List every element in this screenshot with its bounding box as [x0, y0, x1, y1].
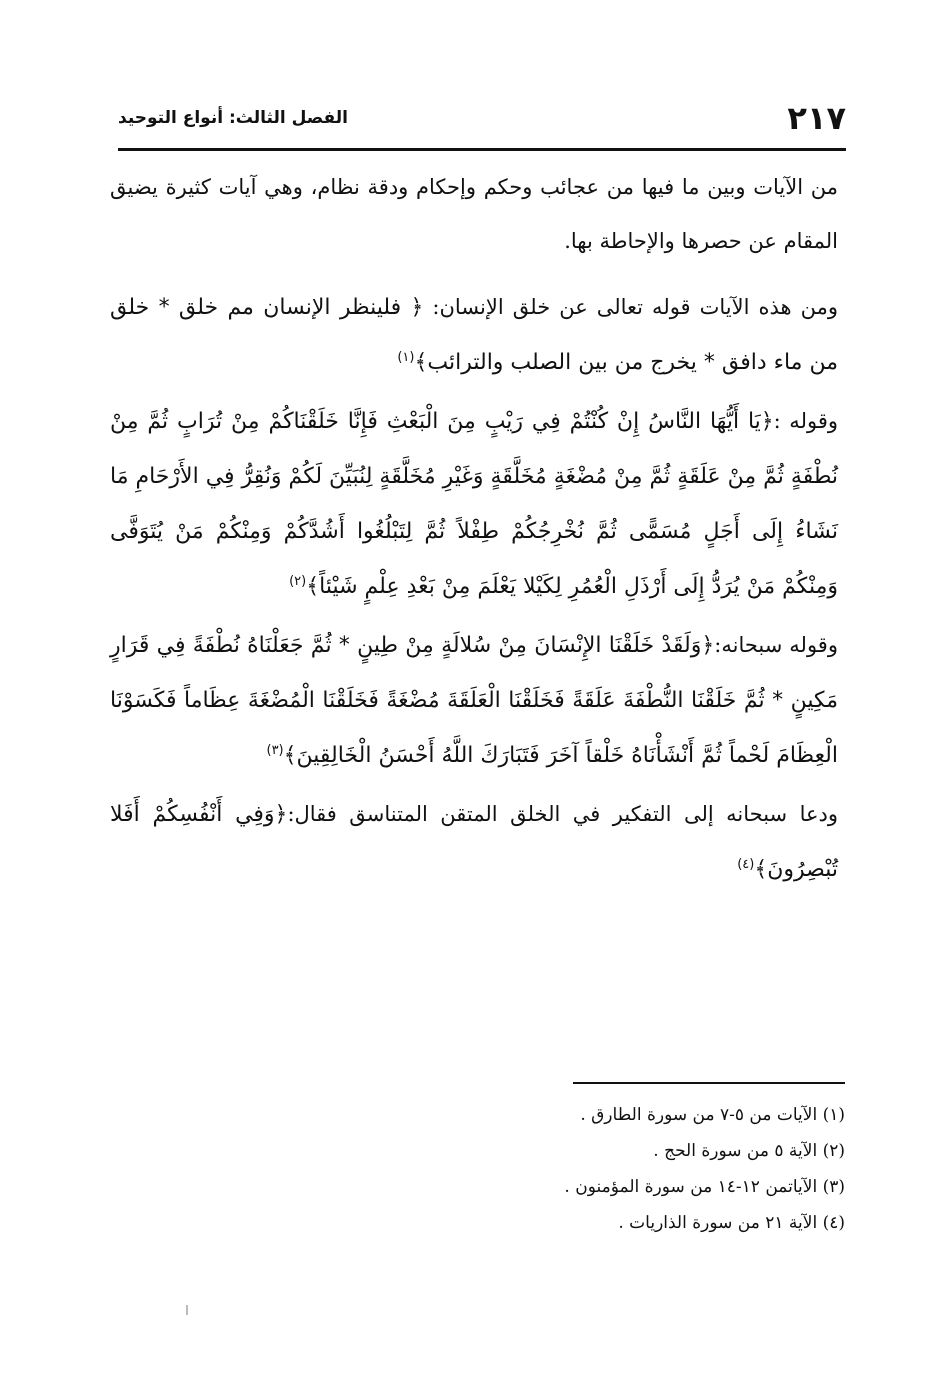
- paragraph-5-intro: ودعا سبحانه إلى التفكير في الخلق المتقن المتناسق فقال:: [287, 802, 838, 826]
- footnote-ref-2: (٢): [289, 574, 307, 589]
- paragraph-4-intro: وقوله سبحانه:: [714, 633, 838, 657]
- paragraph-2-intro: ومن هذه الآيات قوله تعالى عن خلق الإنسان:: [423, 295, 838, 319]
- footnote-1: (١) الآيات من ٥-٧ من سورة الطارق .: [580, 1105, 845, 1125]
- body-text: [110, 160, 838, 897]
- paragraph-2: [110, 280, 838, 390]
- header-rule: [118, 148, 846, 151]
- paragraph-1-text: من الآيات وبين ما فيها من عجائب وحكم وإحكام ودقة نظام، وهي آيات كثيرة يضيق المقام عن حصرها والإحاطة بها.: [110, 175, 838, 253]
- scan-mark: [186, 1305, 188, 1315]
- footnotes-list: [300, 1105, 845, 1249]
- paragraph-4: [110, 618, 838, 783]
- page-header: [118, 96, 846, 140]
- paragraph-3: [110, 394, 838, 614]
- paragraph-5: [110, 787, 838, 897]
- footnote-ref-1: (١): [397, 350, 415, 365]
- footnote-ref-4: (٤): [737, 857, 755, 872]
- footnote-4: (٤) الآية ٢١ من سورة الذاريات .: [618, 1213, 845, 1233]
- footnote-separator: [573, 1082, 845, 1084]
- footnote-2: (٢) الآية ٥ من سورة الحج .: [653, 1141, 845, 1161]
- quran-verse-4: ﴿وَفِي أَنْفُسِكُمْ أَفَلا تُبْصِرُونَ﴾: [110, 802, 838, 882]
- quran-verse-3: ﴿وَلَقَدْ خَلَقْنَا الإِنْسَانَ مِنْ سُلالَةٍ مِنْ طِينٍ * ثُمَّ جَعَلْنَاهُ نُطْفَةً فِي قَرَارٍ مَكِينٍ * ثُمَّ خَلَقْنَا النُّطْفَةَ عَلَقَةً فَخَلَقْنَا الْعَلَقَةَ مُضْغَةً فَخَلَقْنَا الْمُضْغَةَ عِظَاماً فَكَسَوْنَا الْعِظَامَ لَحْماً ثُمَّ أَنْشَأْنَاهُ خَلْقاً آخَرَ فَتَبَارَكَ اللَّهُ أَحْسَنُ الْخَالِقِينَ﴾: [110, 633, 838, 768]
- footnote-3: (٣) الآياتمن ١٢-١٤ من سورة المؤمنون .: [564, 1177, 845, 1197]
- paragraph-3-intro: وقوله :: [773, 409, 838, 433]
- running-head: الفصل الثالث: أنواع التوحيد: [118, 108, 348, 128]
- paragraph-1: [110, 160, 838, 268]
- quran-verse-2: ﴿يَا أَيُّهَا النَّاسُ إِنْ كُنْتُمْ فِي رَيْبٍ مِنَ الْبَعْثِ فَإِنَّا خَلَقْنَاكُمْ مِنْ تُرَابٍ ثُمَّ مِنْ نُطْفَةٍ ثُمَّ مِنْ عَلَقَةٍ ثُمَّ مِنْ مُضْغَةٍ مُخَلَّقَةٍ وَغَيْرِ مُخَلَّقَةٍ لِنُبَيِّنَ لَكُمْ وَنُقِرُّ فِي الأَرْحَامِ مَا نَشَاءُ إِلَى أَجَلٍ مُسَمًّى ثُمَّ نُخْرِجُكُمْ طِفْلاً ثُمَّ لِتَبْلُغُوا أَشُدَّكُمْ وَمِنْكُمْ مَنْ يُتَوَفَّى وَمِنْكُمْ مَنْ يُرَدُّ إِلَى أَرْذَلِ الْعُمُرِ لِكَيْلا يَعْلَمَ مِنْ بَعْدِ عِلْمٍ شَيْئاً﴾: [110, 409, 838, 599]
- footnote-ref-3: (٣): [266, 743, 284, 758]
- page-number: ٢١٧: [787, 99, 846, 137]
- quran-verse-1: ﴿ فلينظر الإنسان مم خلق * خلق من ماء دافق * يخرج من بين الصلب والترائب﴾: [110, 295, 838, 375]
